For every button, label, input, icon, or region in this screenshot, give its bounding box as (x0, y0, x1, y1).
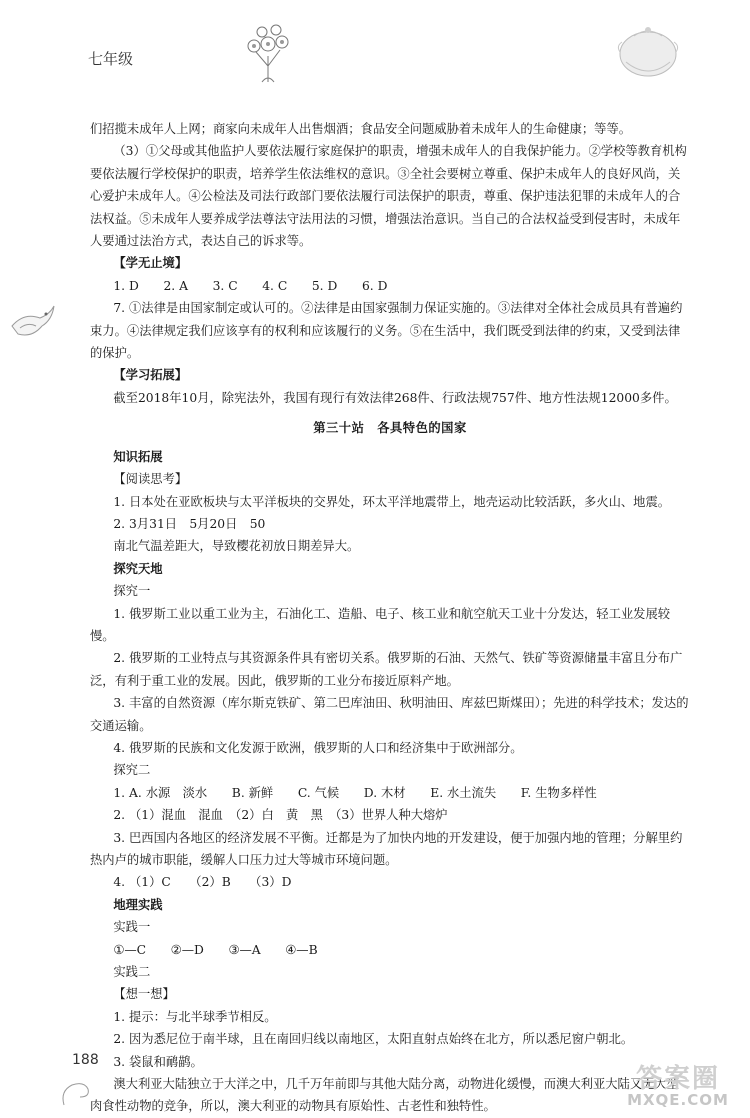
answer-paragraph: 1. 日本处在亚欧板块与太平洋板块的交界处，环太平洋地震带上，地壳运动比较活跃，多火山、地震。 (113, 494, 671, 509)
answer-paragraph: 7. ①法律是由国家制定或认可的。②法律是由国家强制力保证实施的。③法律对全体社会成员具有普遍约束力。④法律规定我们应该享有的权利和应该履行的义务。⑤在生活中，我们既受到法律的约束，又受到法律的保护。 (90, 301, 683, 361)
answer-line: 3. 袋鼠和鸸鹋。 (113, 1054, 203, 1069)
answer-paragraph: 3. 丰富的自然资源（库尔斯克铁矿、第二巴库油田、秋明油田、库兹巴斯煤田）；先进的科学技术；发达的交通运输。 (90, 696, 689, 733)
swirl-ornament-icon (58, 1075, 98, 1109)
subsection-heading: 【想一想】 (113, 987, 175, 1002)
section-heading: 探究天地 (113, 561, 163, 576)
answer-paragraph: 1. 俄罗斯工业以重工业为主，石油化工、造船、电子、核工业和航空航天工业十分发达，轻工业发展较慢。 (90, 606, 671, 643)
answer-line: 1. A. 水源 淡水 B. 新鲜 C. 气候 D. 木材 E. 水土流失 F. 生物多样性 (113, 785, 597, 800)
subsection-heading: 【阅读思考】 (113, 472, 188, 487)
section-heading: 知识拓展 (113, 449, 163, 464)
answer-paragraph: （3）①父母或其他监护人要依法履行家庭保护的职责，增强未成年人的自我保护能力。②学校等教育机构要依法履行学校保护的职责，培养学生依法维权的意识。③全社会要树立尊重、保护未成年人的良好风尚，关心爱护未成年人。④公检法及司法行政部门要依法履行司法保护的职责，尊重、保护违法犯罪的未成年人的合法权益。⑤未成年人要养成学法尊法守法用法的习惯，增强法治意识。当自己的合法权益受到侵害时，未成年人要通过法治方式，表达自己的诉求等。 (90, 144, 687, 249)
section-heading: 【学无止境】 (113, 256, 188, 271)
answer-paragraph: 们招揽未成年人上网；商家向未成年人出售烟酒；食品安全问题威胁着未成年人的生命健康；等等。 (90, 122, 632, 136)
page-content (90, 118, 690, 1118)
answer-line: ①—C ②—D ③—A ④—B (113, 942, 318, 957)
answer-line: 4. （1）C （2）B （3）D (113, 875, 292, 890)
answer-line: 1. 提示：与北半球季节相反。 (113, 1009, 277, 1024)
decorative-pot-icon (612, 22, 684, 88)
flowers-icon (238, 22, 298, 86)
section-heading: 地理实践 (113, 897, 163, 912)
answer-paragraph: 澳大利亚大陆独立于大洋之中，几千万年前即与其他大陆分离，动物进化缓慢，而澳大利亚大陆又无大型肉食性动物的竞争，所以，澳大利亚的动物具有原始性、古老性和独特性。 (90, 1077, 680, 1114)
grade-label: 七年级 (88, 50, 134, 68)
watermark-site: MXQE.COM (627, 1091, 729, 1109)
watermark (612, 1058, 744, 1110)
subsection-heading: 探究一 (113, 584, 151, 599)
bird-icon (6, 300, 58, 344)
station-title: 第三十站 各具特色的国家 (313, 421, 467, 436)
answer-line: 2. （1）混血 混血 （2）白 黄 黑 （3）世界人种大熔炉 (113, 808, 448, 823)
subsection-heading: 探究二 (113, 763, 151, 778)
answer-paragraph: 4. 俄罗斯的民族和文化发源于欧洲，俄罗斯的人口和经济集中于欧洲部分。 (113, 740, 523, 755)
section-heading: 【学习拓展】 (113, 368, 188, 383)
subsection-heading: 实践一 (113, 920, 151, 935)
answer-paragraph: 2. 俄罗斯的工业特点与其资源条件具有密切关系。俄罗斯的石油、天然气、铁矿等资源储量丰富且分布广泛，有利于重工业的发展。因此，俄罗斯的工业分布接近原料产地。 (90, 651, 683, 688)
answer-paragraph: 3. 巴西国内各地区的经济发展不平衡。迁都是为了加快内地的开发建设，便于加强内地的管理；分解里约热内卢的城市职能，缓解人口压力过大等城市环境问题。 (90, 830, 683, 867)
answer-paragraph: 2. 因为悉尼位于南半球，且在南回归线以南地区，太阳直射点始终在北方，所以悉尼窗户朝北。 (113, 1032, 634, 1047)
answer-paragraph: 截至2018年10月，除宪法外，我国有现行有效法律268件、行政法规757件、地方性法规12000多件。 (113, 390, 677, 405)
watermark-logo: 答案圈 (635, 1064, 720, 1094)
answer-line: 1. D 2. A 3. C 4. C 5. D 6. D (113, 278, 388, 293)
subsection-heading: 实践二 (113, 965, 151, 980)
answer-line: 南北气温差距大，导致樱花初放日期差异大。 (113, 539, 360, 554)
page-number: 188 (72, 1052, 99, 1068)
answer-line: 2. 3月31日 5月20日 50 (113, 516, 266, 531)
